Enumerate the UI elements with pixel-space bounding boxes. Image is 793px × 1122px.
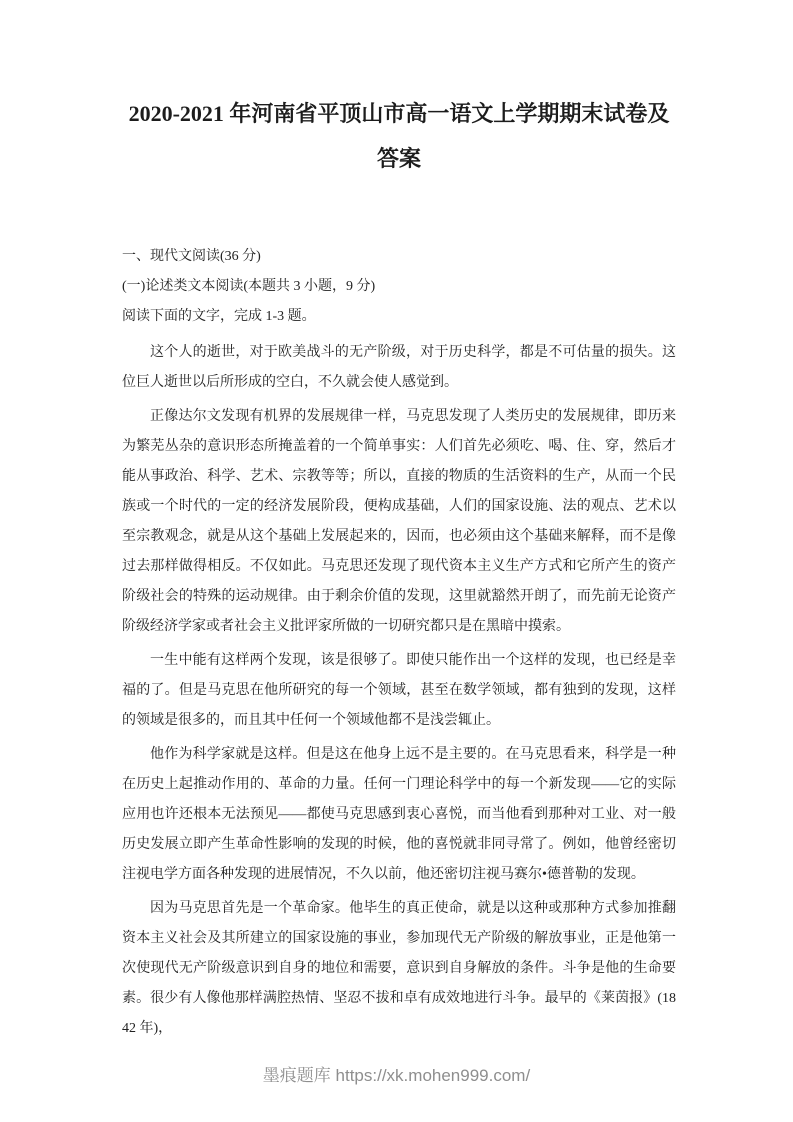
page-footer xyxy=(0,1064,793,1088)
section-heading-modern-reading: 一、现代文阅读(36 分) xyxy=(122,249,261,264)
passage-paragraph-1: 这个人的逝世，对于欧美战斗的无产阶级，对于历史科学，都是不可估量的损失。这位巨人逝世以后所形成的空白，不久就会使人感觉到。 xyxy=(122,345,676,390)
page-title: 2020-2021 年河南省平顶山市高一语文上学期期末试卷及答案 xyxy=(128,101,670,171)
reading-instruction: 阅读下面的文字，完成 1-3 题。 xyxy=(122,309,316,324)
passage-paragraph-4: 他作为科学家就是这样。但是这在他身上远不是主要的。在马克思看来，科学是一种在历史上起推动作用的、革命的力量。任何一门理论科学中的每一个新发现——它的实际应用也许还根本无法预见——都使马克思感到衷心喜悦，而当他看到那种对工业、对一般历史发展立即产生革命性影响的发现的时候，他的喜悦就非同寻常了。例如，他曾经密切注视电学方面各种发现的进展情况，不久以前，他还密切注视马赛尔•德普勒的发现。 xyxy=(122,747,676,882)
subsection-heading-argumentative-text: (一)论述类文本阅读(本题共 3 小题，9 分) xyxy=(122,279,376,294)
passage-paragraph-5: 因为马克思首先是一个革命家。他毕生的真正使命，就是以这种或那种方式参加推翻资本主义社会及其所建立的国家设施的事业，参加现代无产阶级的解放事业，正是他第一次使现代无产阶级意识到自身的地位和需要，意识到自身解放的条件。斗争是他的生命要素。很少有人像他那样满腔热情、坚忍不拔和卓有成效地进行斗争。最早的《莱茵报》(1842 年)， xyxy=(122,901,676,1036)
footer-site-link[interactable]: https://xk.mohen999.com/ xyxy=(335,1066,531,1085)
footer-site-name: 墨痕题库 xyxy=(262,1066,331,1085)
passage-paragraph-2: 正像达尔文发现有机界的发展规律一样，马克思发现了人类历史的发展规律，即历来为繁芜丛杂的意识形态所掩盖着的一个简单事实：人们首先必须吃、喝、住、穿，然后才能从事政治、科学、艺术、宗教等等；所以，直接的物质的生活资料的生产，从而一个民族或一个时代的一定的经济发展阶段，便构成基础，人们的国家设施、法的观点、艺术以至宗教观念，就是从这个基础上发展起来的，因而，也必须由这个基础来解释，而不是像过去那样做得相反。不仅如此。马克思还发现了现代资本主义生产方式和它所产生的资产阶级社会的特殊的运动规律。由于剩余价值的发现，这里就豁然开朗了，而先前无论资产阶级经济学家或者社会主义批评家所做的一切研究都只是在黑暗中摸索。 xyxy=(122,409,676,634)
reading-passage xyxy=(122,338,676,1044)
passage-paragraph-3: 一生中能有这样两个发现，该是很够了。即使只能作出一个这样的发现，也已经是幸福的了。但是马克思在他所研究的每一个领域，甚至在数学领域，都有独到的发现，这样的领域是很多的，而且其中任何一个领域他都不是浅尝辄止。 xyxy=(122,653,676,728)
